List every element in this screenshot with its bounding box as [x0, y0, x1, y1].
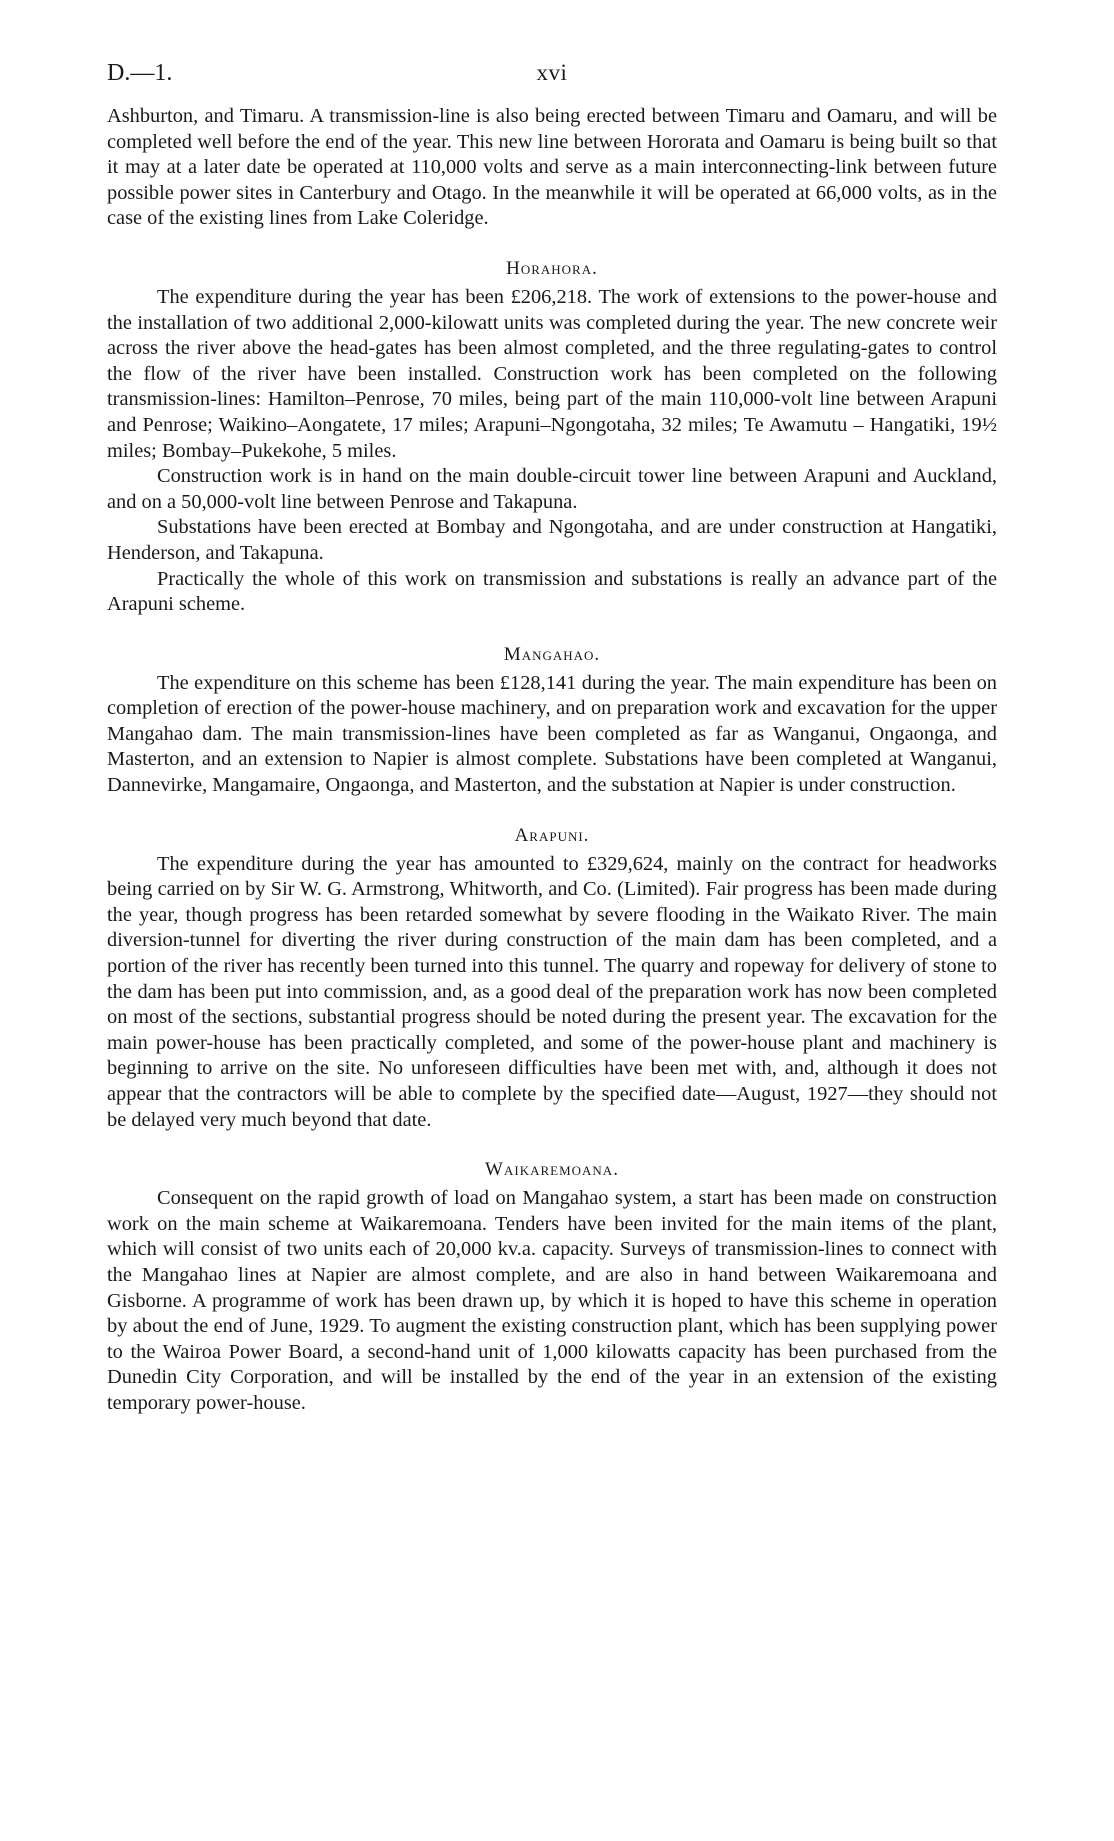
- document-number: D.—1.: [107, 60, 173, 86]
- section-heading: Waikaremoana.: [485, 1159, 619, 1181]
- page-number: xvi: [536, 60, 568, 85]
- section-horahora: [107, 256, 997, 618]
- running-head: [107, 60, 997, 94]
- section-arapuni: [107, 823, 997, 1134]
- paragraph: Practically the whole of this work on transmission and substations is really an advance part of the Arapuni scheme.: [107, 567, 997, 616]
- paragraph: The expenditure during the year has been £206,218. The work of extensions to the power-house and the installation of two additional 2,000-kilowatt units was completed during the year. The new concrete weir across the river above the head-gates has been almost completed, and the three regulating-gates to control the flow of the river have been installed. Construction work has been completed on the following transmission-lines: Hamilton–Penrose, 70 miles, being part of the main 110,000-volt line between Arapuni and Penrose; Waikino–Aongatete, 17 miles; Arapuni–Ngongotaha, 32 miles; Te Awamutu – Hangatiki, 19½ miles; Bombay–Pukekohe, 5 miles.: [107, 285, 997, 462]
- paragraph: Consequent on the rapid growth of load on Mangahao system, a start has been made on construction work on the main scheme at Waikaremoana. Tenders have been invited for the main items of the plant, which will consist of two units each of 20,000 kv.a. capacity. Surveys of transmission-lines to connect with the Mangahao lines at Napier are almost complete, and are also in hand between Waikaremoana and Gisborne. A programme of work has been drawn up, by which it is hoped to have this scheme in operation by about the end of June, 1929. To augment the existing construction plant, which has been supplying power to the Wairoa Power Board, a second-hand unit of 1,000 kilowatts capacity has been purchased from the Dunedin City Corporation, and will be installed by the end of the year in an extension of the existing temporary power-house.: [107, 1187, 997, 1414]
- section-heading: Arapuni.: [514, 824, 590, 846]
- page: [107, 60, 997, 1417]
- intro-paragraph: Ashburton, and Timaru. A transmission-line is also being erected between Timaru and Oamaru, and will be completed well before the end of the year. This new line between Hororata and Oamaru is being built so that it may at a later date be operated at 110,000 volts and serve as a main interconnecting-link between future possible power sites in Canterbury and Otago. In the meanwhile it will be operated at 66,000 volts, as in the case of the existing lines from Lake Coleridge.: [107, 105, 997, 230]
- paragraph: The expenditure during the year has amounted to £329,624, mainly on the contract for headworks being carried on by Sir W. G. Armstrong, Whitworth, and Co. (Limited). Fair progress has been made during the year, though progress has been retarded somewhat by severe flooding in the Waikato River. The main diversion-tunnel for diverting the river during construction of the main dam has been completed, and a portion of the river has recently been turned into this tunnel. The quarry and ropeway for delivery of stone to the dam has been put into commission, and, as a good deal of the preparation work has now been completed on most of the sections, substantial progress should be noted during the present year. The excavation for the main power-house has been practically completed, and some of the power-house plant and machinery is beginning to arrive on the site. No unforeseen difficulties have been met with, and, although it does not appear that the contractors will be able to complete by the specified date—August, 1927—they should not be delayed very much beyond that date.: [107, 852, 997, 1131]
- paragraph: Substations have been erected at Bombay and Ngongotaha, and are under construction at Hangatiki, Henderson, and Takapuna.: [107, 516, 997, 564]
- section-heading: Horahora.: [506, 257, 598, 279]
- paragraph: The expenditure on this scheme has been £128,141 during the year. The main expenditure has been on completion of erection of the power-house machinery, and on preparation work and excavation for the upper Mangahao dam. The main transmission-lines have been completed as far as Wanganui, Ongaonga, and Masterton, and an extension to Napier is almost complete. Substations have been completed at Wanganui, Dannevirke, Mangamaire, Ongaonga, and Masterton, and the substation at Napier is under construction.: [107, 671, 997, 797]
- paragraph: Construction work is in hand on the main double-circuit tower line between Arapuni and Auckland, and on a 50,000-volt line between Penrose and Takapuna.: [107, 465, 997, 513]
- section-waikaremoana: [107, 1157, 997, 1416]
- section-mangahao: [107, 642, 997, 799]
- section-heading: Mangahao.: [503, 643, 601, 665]
